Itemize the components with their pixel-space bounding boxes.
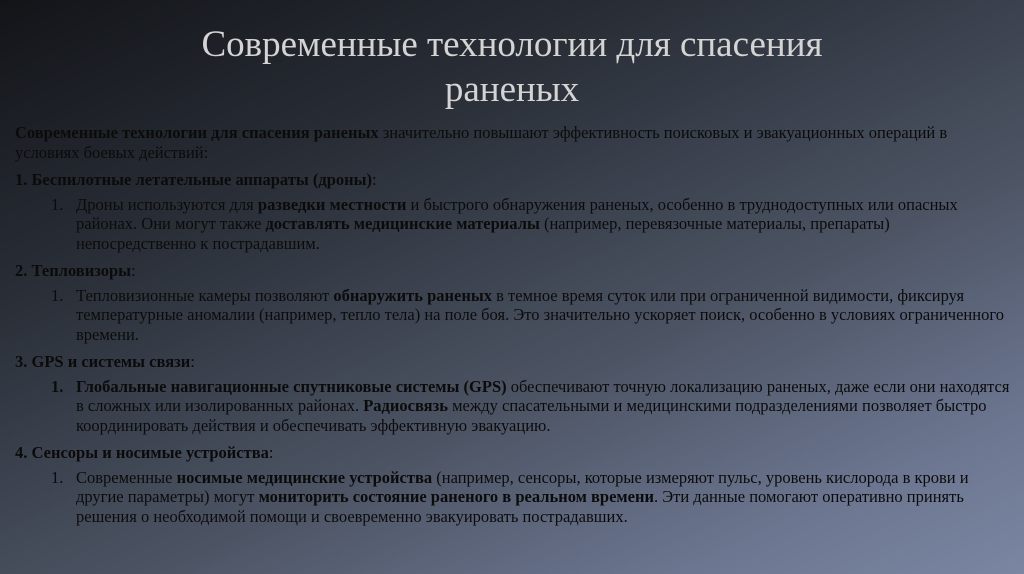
section-drones	[15, 170, 1010, 253]
section-heading-colon: :	[190, 352, 195, 371]
text-run: в темное время суток или при ограниченной видимости, фиксируя температурные аномалии (например, тепло тела) на поле боя. Это значительно ускоряет поиск, особенно в условиях ограниченного времени.	[76, 285, 1004, 344]
bold-text: разведки местности	[257, 194, 407, 214]
slide-title	[0, 22, 1024, 112]
bold-text: обнаружить раненых	[333, 285, 492, 305]
list-item-text	[76, 286, 1004, 344]
list-item-number: 1.	[51, 194, 64, 214]
section-thermal-imagers	[15, 261, 1010, 344]
section-heading-label: 1. Беспилотные летательные аппараты (дроны)	[15, 170, 373, 189]
bold-text: Глобальные навигационные спутниковые системы (GPS)	[76, 376, 507, 396]
bold-text: доставлять медицинские материалы	[265, 214, 540, 233]
list-item-number: 1.	[51, 467, 64, 487]
slide-title-line-2: раненых	[444, 69, 580, 110]
text-run: обеспечивают точную локализацию раненых, даже если они находятся в сложных или изолированных районах.	[76, 376, 1010, 415]
section-heading-colon: :	[268, 443, 274, 462]
section-heading-colon: :	[372, 170, 377, 189]
text-run: (например, перевязочные материалы, препараты) непосредственно к пострадавшим.	[76, 214, 890, 253]
list-item	[15, 195, 1010, 254]
text-run: Дроны используются для	[76, 194, 258, 214]
text-run: Тепловизионные камеры позволяют	[76, 285, 334, 305]
list-item	[15, 286, 1010, 345]
section-heading	[15, 261, 1010, 281]
list-item	[15, 377, 1010, 436]
section-heading-label: 2. Тепловизоры	[15, 261, 132, 280]
slide-title-line-1: Современные технологии для спасения	[201, 24, 823, 65]
section-heading	[15, 443, 1010, 463]
section-heading-label: 3. GPS и системы связи	[15, 352, 191, 371]
section-heading	[15, 352, 1010, 372]
text-run: (например, сенсоры, которые измеряют пульс, уровень кислорода в крови и другие параметры) могут	[76, 467, 969, 506]
section-heading-label: 4. Сенсоры и носимые устройства	[15, 443, 269, 462]
section-wearables	[15, 443, 1010, 526]
intro-bold: Современные технологии для спасения раненых	[15, 123, 379, 142]
bold-text: носимые медицинские устройства	[176, 467, 433, 487]
text-run: между спасательными и медицинскими подразделениями позволяет быстро координировать действия и обеспечивать эффективную эвакуацию.	[76, 396, 987, 435]
text-run: . Эти данные помогают оперативно принять решения о необходимой помощи и своевременно эвакуировать пострадавших.	[76, 487, 964, 526]
bold-text: Радиосвязь	[363, 396, 448, 415]
list-item-number: 1.	[51, 376, 64, 396]
section-gps-comms	[15, 352, 1010, 435]
list-item-number: 1.	[51, 285, 64, 305]
intro-text: значительно повышают эффективность поисковых и эвакуационных операций в условиях боевых действий:	[15, 123, 948, 162]
text-run: Современные	[76, 467, 177, 487]
section-heading-colon: :	[131, 261, 136, 280]
section-heading	[15, 170, 1010, 190]
intro-paragraph	[15, 123, 1010, 162]
text-run: и быстрого обнаружения раненых, особенно в труднодоступных или опасных районах. Они могут также	[76, 194, 958, 233]
bold-text: мониторить состояние раненого в реальном времени	[258, 487, 654, 506]
list-item	[15, 468, 1010, 527]
list-item-text	[76, 195, 958, 253]
list-item-text	[76, 468, 969, 526]
list-item-text	[76, 377, 1009, 435]
slide-body	[15, 123, 1010, 534]
